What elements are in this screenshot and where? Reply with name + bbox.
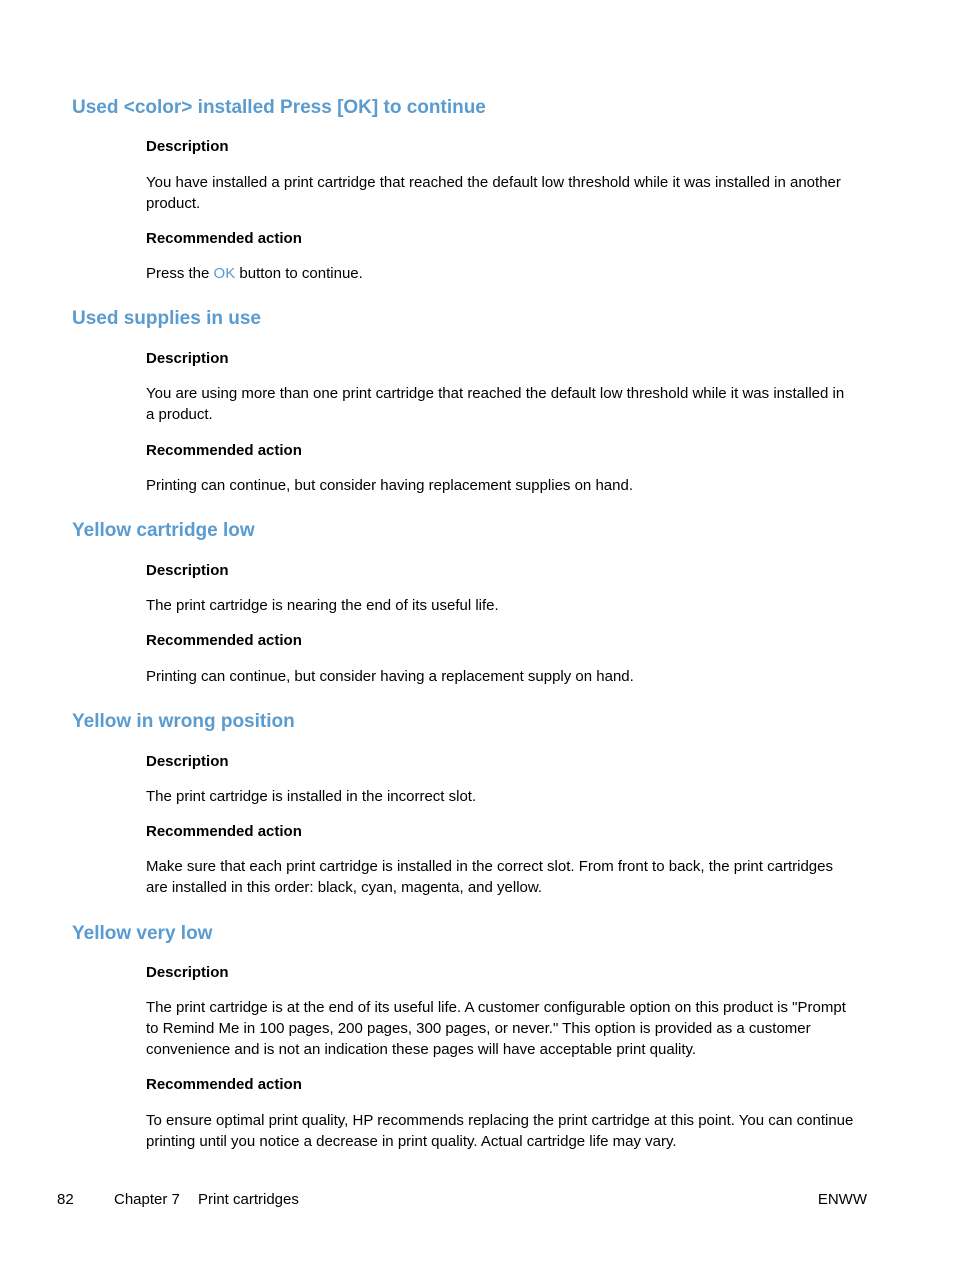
recommended-action-label: Recommended action (146, 442, 302, 459)
recommended-action-label: Recommended action (146, 1076, 302, 1093)
section-heading-yellow-cartridge-low: Yellow cartridge low (72, 520, 255, 541)
section-heading-used-supplies-in-use: Used supplies in use (72, 308, 261, 329)
description-label: Description (146, 753, 229, 770)
description-label: Description (146, 964, 229, 981)
section-heading-used-color-installed: Used <color> installed Press [OK] to continue (72, 97, 486, 118)
recommended-action-label: Recommended action (146, 230, 302, 247)
footer-chapter: Chapter 7 (114, 1191, 180, 1208)
section-heading-yellow-very-low: Yellow very low (72, 923, 213, 944)
ok-button-reference: OK (213, 265, 236, 282)
description-text: The print cartridge is at the end of its useful life. A customer configurable option on this product is "Prompt to Remind Me in 100 pages, 200 pages, 300 pages, or never." This option is provided as a customer convenience and is not an indication these pages will have acceptable print quality. (146, 999, 846, 1058)
recommended-action-text: To ensure optimal print quality, HP recommends replacing the print cartridge at this point. You can continue printing until you notice a decrease in print quality. Actual cartridge life may vary. (146, 1112, 854, 1150)
recommended-action-label: Recommended action (146, 632, 302, 649)
description-label: Description (146, 562, 229, 579)
recommended-action-label: Recommended action (146, 823, 302, 840)
description-text: You have installed a print cartridge that reached the default low threshold while it was installed in another product. (146, 174, 841, 212)
footer-locale: ENWW (817, 1191, 867, 1208)
description-text: The print cartridge is nearing the end of its useful life. (146, 597, 499, 614)
recommended-action-text: Printing can continue, but consider having a replacement supply on hand. (146, 668, 634, 685)
recommended-action-text (146, 263, 856, 284)
description-text: The print cartridge is installed in the incorrect slot. (146, 788, 477, 805)
action-suffix: button to continue. (235, 265, 363, 282)
description-label: Description (146, 350, 229, 367)
recommended-action-text: Make sure that each print cartridge is installed in the correct slot. From front to back, the print cartridges are installed in this order: black, cyan, magenta, and yellow. (146, 858, 833, 896)
footer-chapter-title: Print cartridges (198, 1191, 299, 1208)
footer-page-number: 82 (57, 1191, 74, 1208)
description-text: You are using more than one print cartridge that reached the default low threshold while it was installed in a product. (146, 385, 845, 423)
action-prefix: Press the (146, 265, 214, 282)
section-heading-yellow-in-wrong-position: Yellow in wrong position (72, 711, 295, 732)
recommended-action-text: Printing can continue, but consider having replacement supplies on hand. (146, 477, 633, 494)
description-label: Description (146, 138, 229, 155)
